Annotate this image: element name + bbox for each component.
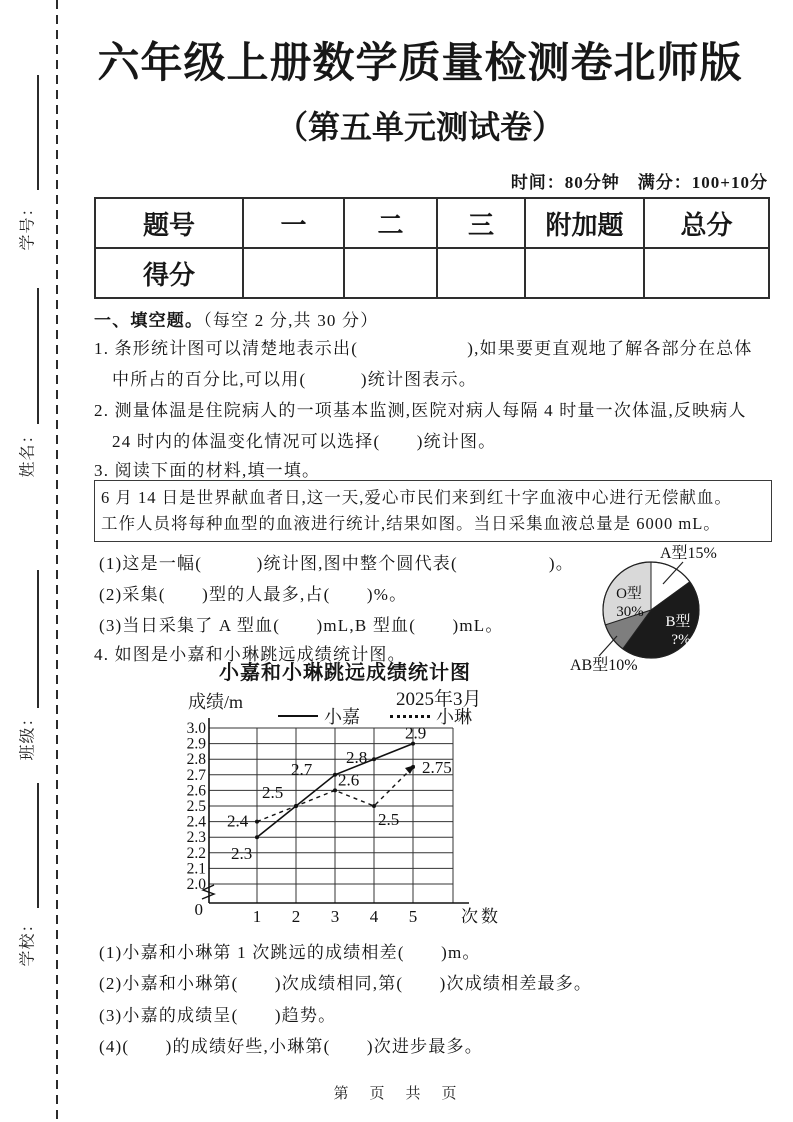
question-1-line-1: 1. 条形统计图可以清楚地表示出( ),如果要更直观地了解各部分在总体 [94,339,753,358]
data-point [255,835,259,839]
school-writing-line [37,783,39,908]
score-cell-empty [437,248,525,298]
origin-label: 0 [194,900,203,919]
score-col-header: 题号 [95,198,243,248]
time-score-meta: 时间：80分钟 满分：100+10分 [510,173,768,192]
data-point [333,773,337,777]
pie-label-O型: 30% [616,604,644,620]
y-tick-label: 2.5 [186,798,206,815]
y-tick-label: 2.8 [186,751,206,769]
data-point [294,804,298,808]
material-line-1: 6 月 14 日是世界献血者日,这一天,爱心市民们来到红十字血液中心进行无偿献血。 [101,488,732,507]
point-value-label: 2.3 [231,844,253,864]
school-label: 学校： [19,915,37,967]
x-tick-label: 2 [291,907,301,926]
point-value-label: 2.5 [262,783,284,802]
section-heading-note: （每空 2 分,共 30 分） [203,311,379,330]
question-2-line-1: 2. 测量体温是住院病人的一项基本监测,医院对病人每隔 4 时量一次体温,反映病人 [94,401,747,420]
legend-label: 小嘉 [324,707,360,727]
page-title: 六年级上册数学质量检测卷北师版 [97,41,743,87]
question-4-sub-1: (1)小嘉和小琳第 1 次跳远的成绩相差( )m。 [99,943,481,962]
y-tick-label: 2.3 [186,829,206,847]
student-id-writing-line [37,75,39,190]
page-subtitle: （第五单元测试卷） [275,109,564,145]
score-col-header: 附加题 [525,198,644,248]
score-cell-empty [243,248,344,298]
score-cell-empty [344,248,437,298]
line-chart-svg [185,716,505,932]
score-col-header: 二 [344,198,437,248]
x-axis-label: 次数 [461,907,501,926]
score-col-header: 一 [243,198,344,248]
page-footer: 第 页 共 页 [333,1086,460,1102]
y-tick-label: 2.6 [186,782,206,800]
score-table-score-row [95,248,769,298]
class-label: 班级： [19,709,37,761]
y-tick-label: 2.9 [186,735,206,753]
legend-label: 小琳 [436,707,472,727]
score-cell-empty [525,248,644,298]
y-tick-label: 2.2 [186,844,206,862]
question-4-sub-3: (3)小嘉的成绩呈( )趋势。 [99,1006,337,1025]
class-writing-line [37,570,39,708]
seal-dashed-line [56,0,58,1122]
question-3-sub-2: (2)采集( )型的人最多,占( )%。 [99,585,408,604]
score-table-header-row [95,198,769,248]
question-4-sub-2: (2)小嘉和小琳第( )次成绩相同,第( )次成绩相差最多。 [99,974,593,993]
pie-label-A型: A型15% [660,545,717,562]
data-point [333,788,337,792]
line-chart-title: 小嘉和小琳跳远成绩统计图 [219,662,471,684]
y-tick-label: 2.7 [186,766,206,784]
y-tick-label: 3.0 [186,720,206,737]
pie-chart-svg [548,533,783,685]
student-id-label: 学号： [19,199,37,251]
pie-label-O型: O型 [616,586,642,602]
question-3-lead: 3. 阅读下面的材料,填一填。 [94,461,321,480]
pie-label-B型: ?% [671,632,691,648]
data-point [372,804,376,808]
question-3-sub-1: (1)这是一幅( )统计图,图中整个圆代表( )。 [99,554,574,573]
point-value-label: 2.75 [422,758,452,777]
point-value-label: 2.5 [378,810,400,829]
y-tick-label: 2.1 [186,860,206,878]
x-tick-label: 3 [330,907,340,926]
section-one-heading [94,306,378,331]
material-line-2: 工作人员将每种血型的血液进行统计,结果如图。当日采集血液总量是 6000 mL。 [101,514,721,533]
score-col-header: 总分 [644,198,769,248]
question-2-line-2: 24 时内的体温变化情况可以选择( )统计图。 [112,432,497,451]
y-tick-label: 2.0 [186,876,206,893]
pie-leader-line [599,636,617,656]
point-value-label: 2.7 [291,759,313,779]
x-tick-label: 1 [252,907,262,926]
point-value-label: 2.6 [338,770,360,790]
section-heading-text: 一、填空题。 [94,311,204,330]
x-tick-label: 5 [408,907,418,926]
student-name-writing-line [37,288,39,424]
student-name-label: 姓名： [19,426,37,478]
line-chart-date-label: 2025年3月 [396,689,482,710]
score-row-label: 得分 [95,248,243,298]
line-chart-ylabel: 成绩/m [188,692,244,712]
question-3-sub-3: (3)当日采集了 A 型血( )mL,B 型血( )mL。 [99,616,504,635]
question-4-sub-4: (4)( )的成绩好些,小琳第( )次进步最多。 [99,1037,483,1056]
question-4-lead: 4. 如图是小嘉和小琳跳远成绩统计图。 [94,645,406,664]
point-value-label: 2.9 [405,723,427,743]
pie-label-AB型: AB型10% [570,657,638,674]
data-point [255,820,259,824]
score-cell-empty [644,248,769,298]
score-table [94,197,770,299]
pie-label-B型: B型 [665,614,691,630]
point-value-label: 2.8 [346,748,368,768]
x-tick-label: 4 [369,907,379,926]
y-tick-label: 2.4 [186,813,206,831]
data-point [372,757,376,761]
question-1-line-2: 中所占的百分比,可以用( )统计图表示。 [112,370,477,389]
point-value-label: 2.4 [227,811,249,831]
score-col-header: 三 [437,198,525,248]
